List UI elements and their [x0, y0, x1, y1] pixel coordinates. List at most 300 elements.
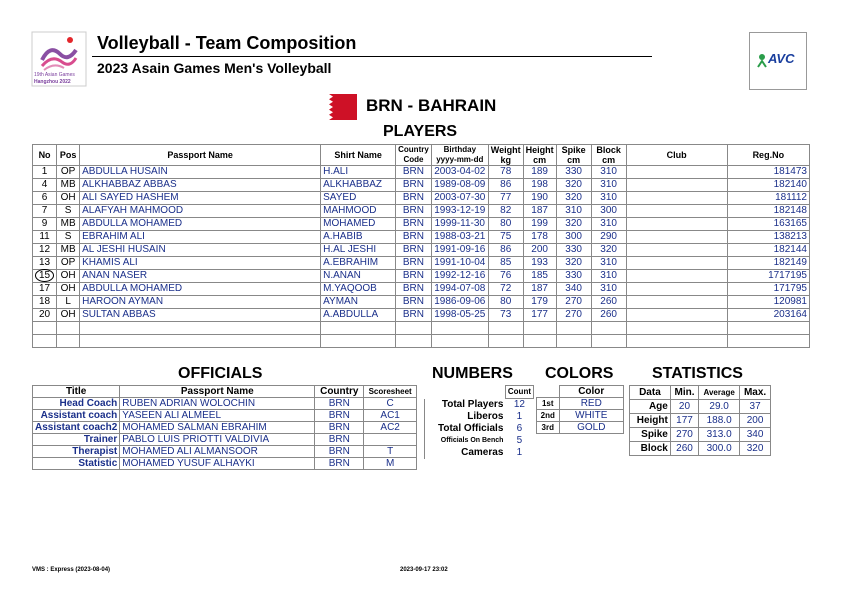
- player-reg: 163165: [727, 218, 809, 231]
- player-reg: 181112: [727, 192, 809, 205]
- colors-col-color: Color: [559, 386, 624, 398]
- col-height-l1: Height: [525, 145, 554, 155]
- officials-header-row: [33, 386, 417, 398]
- player-height: 200: [523, 244, 556, 257]
- player-pos: OP: [57, 166, 80, 179]
- player-row: [33, 257, 810, 270]
- empty-cell: [321, 322, 396, 335]
- player-block: 290: [591, 231, 626, 244]
- player-country: BRN: [396, 231, 432, 244]
- player-height: 189: [523, 166, 556, 179]
- official-country: BRN: [315, 422, 364, 434]
- footer-timestamp: 2023-09-17 23:02: [400, 567, 448, 573]
- player-club: [626, 270, 727, 283]
- official-name: PABLO LUIS PRIOTTI VALDIVIA: [120, 434, 315, 446]
- player-country: BRN: [396, 270, 432, 283]
- player-birthday: 1994-07-08: [431, 283, 488, 296]
- player-country: BRN: [396, 166, 432, 179]
- player-block: 260: [591, 296, 626, 309]
- stats-min: 260: [670, 442, 698, 456]
- empty-cell: [80, 322, 321, 335]
- player-block: 300: [591, 205, 626, 218]
- col-club: Club: [626, 145, 727, 166]
- empty-cell: [431, 322, 488, 335]
- stats-label: Spike: [630, 428, 671, 442]
- player-country: BRN: [396, 205, 432, 218]
- player-block: 310: [591, 218, 626, 231]
- off-col-country: Country: [315, 386, 364, 398]
- col-height-l2: cm: [533, 155, 547, 165]
- col-spike-l1: Spike: [561, 145, 586, 155]
- official-scoresheet: [364, 434, 417, 446]
- official-name: MOHAMED SALMAN EBRAHIM: [120, 422, 315, 434]
- col-spike-l2: cm: [567, 155, 581, 165]
- empty-player-row: [33, 322, 810, 335]
- stats-col-max: Max.: [740, 386, 771, 400]
- off-col-passport: Passport Name: [120, 386, 315, 398]
- colors-value: GOLD: [559, 422, 624, 434]
- empty-cell: [57, 335, 80, 348]
- official-title: Head Coach: [33, 398, 120, 410]
- numbers-body: [425, 399, 534, 460]
- col-no: No: [33, 145, 57, 166]
- player-country: BRN: [396, 257, 432, 270]
- official-title: Assistant coach2: [33, 422, 120, 434]
- colors-value: WHITE: [559, 410, 624, 422]
- player-country: BRN: [396, 192, 432, 205]
- colors-body: [537, 398, 624, 434]
- player-no-value: 12: [39, 244, 51, 255]
- official-name: YASEEN ALI ALMEEL: [120, 410, 315, 422]
- player-row: [33, 270, 810, 283]
- off-col-scoresheet: Scoresheet: [364, 386, 417, 398]
- numbers-count: 12: [513, 399, 525, 410]
- player-shirt: A.ABDULLA: [321, 309, 396, 322]
- player-weight: 76: [488, 270, 523, 283]
- empty-cell: [591, 322, 626, 335]
- numbers-label: Officials On Bench: [425, 435, 506, 447]
- player-no: [33, 192, 57, 205]
- empty-cell: [523, 335, 556, 348]
- player-row: [33, 244, 810, 257]
- numbers-row: [425, 411, 534, 423]
- bahrain-flag-icon: [319, 94, 357, 120]
- col-birthday: [431, 145, 488, 166]
- player-spike: 330: [556, 244, 591, 257]
- colors-table: [536, 385, 624, 434]
- player-block: 320: [591, 244, 626, 257]
- empty-cell: [57, 322, 80, 335]
- official-country: BRN: [315, 434, 364, 446]
- player-no-value: 20: [39, 309, 51, 320]
- player-block: 310: [591, 166, 626, 179]
- player-birthday: 2003-07-30: [431, 192, 488, 205]
- player-height: 193: [523, 257, 556, 270]
- player-country: BRN: [396, 296, 432, 309]
- official-title: Statistic: [33, 458, 120, 470]
- player-spike: 320: [556, 179, 591, 192]
- player-weight: 86: [488, 244, 523, 257]
- player-club: [626, 257, 727, 270]
- empty-cell: [556, 335, 591, 348]
- numbers-count: 1: [516, 447, 523, 458]
- col-country: [396, 145, 432, 166]
- player-height: 187: [523, 205, 556, 218]
- player-country: BRN: [396, 283, 432, 296]
- empty-cell: [488, 335, 523, 348]
- statistics-section-title: STATISTICS: [652, 365, 743, 382]
- players-table: [32, 144, 810, 348]
- player-reg: 182144: [727, 244, 809, 257]
- player-no-value: 9: [41, 218, 48, 229]
- numbers-count: 6: [516, 423, 523, 434]
- stats-body: [630, 400, 771, 456]
- player-name: ALKHABBAZ ABBAS: [80, 179, 321, 192]
- player-row: [33, 205, 810, 218]
- empty-player-row: [33, 335, 810, 348]
- player-country: BRN: [396, 179, 432, 192]
- empty-cell: [396, 335, 432, 348]
- official-scoresheet: C: [364, 398, 417, 410]
- player-spike: 330: [556, 270, 591, 283]
- player-block: 310: [591, 179, 626, 192]
- player-shirt: A.HABIB: [321, 231, 396, 244]
- stats-avg: 313.0: [699, 428, 740, 442]
- player-weight: 80: [488, 296, 523, 309]
- empty-cell: [431, 335, 488, 348]
- official-name: MOHAMED YUSUF ALHAYKI: [120, 458, 315, 470]
- player-spike: 270: [556, 296, 591, 309]
- player-birthday: 2003-04-02: [431, 166, 488, 179]
- officials-table: [32, 385, 417, 470]
- player-pos: OH: [57, 192, 80, 205]
- official-country: BRN: [315, 398, 364, 410]
- numbers-table: [424, 385, 534, 459]
- official-scoresheet: T: [364, 446, 417, 458]
- player-name: ANAN NASER: [80, 270, 321, 283]
- player-reg: 182140: [727, 179, 809, 192]
- player-no: [33, 244, 57, 257]
- player-reg: 1717195: [727, 270, 809, 283]
- official-row: [33, 410, 417, 422]
- player-shirt: A.EBRAHIM: [321, 257, 396, 270]
- player-height: 179: [523, 296, 556, 309]
- col-country-l2: Code: [403, 155, 424, 164]
- player-block: 260: [591, 309, 626, 322]
- numbers-label: Total Players: [425, 399, 506, 412]
- col-weight: [488, 145, 523, 166]
- player-row: [33, 218, 810, 231]
- official-row: [33, 398, 417, 410]
- stats-avg: 29.0: [699, 400, 740, 414]
- player-pos: OH: [57, 283, 80, 296]
- numbers-count: 1: [516, 411, 523, 422]
- footer-software: VMS : Express (2023-08-04): [32, 567, 111, 573]
- official-country: BRN: [315, 410, 364, 422]
- player-block: 310: [591, 257, 626, 270]
- colors-rank: 1st: [537, 398, 560, 410]
- colors-rank: 3rd: [537, 422, 560, 434]
- player-reg: 138213: [727, 231, 809, 244]
- player-spike: 320: [556, 218, 591, 231]
- player-no-value: 4: [41, 179, 48, 190]
- official-title: Therapist: [33, 446, 120, 458]
- logo-text-2: Hangzhou 2022: [34, 79, 71, 85]
- colors-section-title: COLORS: [545, 365, 614, 382]
- page-title: Volleyball - Team Composition: [97, 33, 357, 53]
- numbers-label: Total Officials: [425, 423, 506, 435]
- player-height: 198: [523, 179, 556, 192]
- player-block: 310: [591, 192, 626, 205]
- stats-label: Height: [630, 414, 671, 428]
- official-name: RUBEN ADRIAN WOLOCHIN: [120, 398, 315, 410]
- player-shirt: AYMAN: [321, 296, 396, 309]
- official-row: [33, 458, 417, 470]
- stats-min: 177: [670, 414, 698, 428]
- player-reg: 182149: [727, 257, 809, 270]
- colors-row: [537, 398, 624, 410]
- player-no-value: 13: [39, 257, 51, 268]
- stats-col-min: Min.: [670, 386, 698, 400]
- player-shirt: H.ALI: [321, 166, 396, 179]
- stats-row: [630, 414, 771, 428]
- stats-header-row: [630, 386, 771, 400]
- official-row: [33, 446, 417, 458]
- stats-col-data: Data: [630, 386, 671, 400]
- player-shirt: H.AL JESHI: [321, 244, 396, 257]
- player-spike: 270: [556, 309, 591, 322]
- player-birthday: 1991-09-16: [431, 244, 488, 257]
- numbers-row: [425, 423, 534, 435]
- player-no: [33, 283, 57, 296]
- empty-cell: [727, 322, 809, 335]
- player-no-value: 1: [41, 166, 48, 177]
- stats-row: [630, 428, 771, 442]
- stats-avg: 188.0: [699, 414, 740, 428]
- player-club: [626, 166, 727, 179]
- official-name: MOHAMED ALI ALMANSOOR: [120, 446, 315, 458]
- player-spike: 320: [556, 257, 591, 270]
- col-block-l2: cm: [602, 155, 616, 165]
- official-scoresheet: AC1: [364, 410, 417, 422]
- player-name: EBRAHIM ALI: [80, 231, 321, 244]
- avc-logo: [749, 32, 807, 90]
- col-birthday-l1: Birthday: [443, 145, 477, 154]
- empty-cell: [321, 335, 396, 348]
- colors-row: [537, 422, 624, 434]
- player-no-value: 18: [39, 296, 51, 307]
- player-weight: 75: [488, 231, 523, 244]
- player-birthday: 1989-08-09: [431, 179, 488, 192]
- empty-cell: [591, 335, 626, 348]
- stats-max: 320: [740, 442, 771, 456]
- empty-cell: [488, 322, 523, 335]
- player-reg: 182148: [727, 205, 809, 218]
- col-country-l1: Country: [398, 145, 429, 154]
- colors-header-blank: [537, 386, 560, 398]
- col-birthday-l2: yyyy-mm-dd: [436, 155, 484, 164]
- col-pos: Pos: [57, 145, 80, 166]
- player-no: [33, 205, 57, 218]
- player-birthday: 1992-12-16: [431, 270, 488, 283]
- empty-cell: [33, 335, 57, 348]
- col-weight-l1: Weight: [490, 145, 521, 155]
- player-birthday: 1991-10-04: [431, 257, 488, 270]
- stats-min: 270: [670, 428, 698, 442]
- team-name: BRN - BAHRAIN: [366, 96, 497, 115]
- stats-row: [630, 400, 771, 414]
- numbers-label: Cameras: [425, 447, 506, 459]
- player-name: KHAMIS ALI: [80, 257, 321, 270]
- player-club: [626, 179, 727, 192]
- player-birthday: 1993-12-19: [431, 205, 488, 218]
- col-height: [523, 145, 556, 166]
- player-birthday: 1986-09-06: [431, 296, 488, 309]
- player-club: [626, 205, 727, 218]
- player-pos: MB: [57, 218, 80, 231]
- player-no: [33, 166, 57, 179]
- stats-label: Age: [630, 400, 671, 414]
- player-shirt: ALKHABBAZ: [321, 179, 396, 192]
- col-weight-l2: kg: [500, 155, 511, 165]
- player-birthday: 1988-03-21: [431, 231, 488, 244]
- player-name: AL JESHI HUSAIN: [80, 244, 321, 257]
- player-shirt: N.ANAN: [321, 270, 396, 283]
- avc-logo-text: AVC: [768, 51, 795, 66]
- player-club: [626, 192, 727, 205]
- stats-max: 37: [740, 400, 771, 414]
- off-col-title: Title: [33, 386, 120, 398]
- player-spike: 330: [556, 166, 591, 179]
- player-row: [33, 309, 810, 322]
- player-height: 190: [523, 192, 556, 205]
- players-section-title: PLAYERS: [383, 123, 458, 140]
- colors-rank: 2nd: [537, 410, 560, 422]
- player-club: [626, 244, 727, 257]
- player-weight: 72: [488, 283, 523, 296]
- col-shirt: Shirt Name: [321, 145, 396, 166]
- player-country: BRN: [396, 309, 432, 322]
- stats-max: 200: [740, 414, 771, 428]
- player-row: [33, 296, 810, 309]
- stats-min: 20: [670, 400, 698, 414]
- official-row: [33, 434, 417, 446]
- player-height: 177: [523, 309, 556, 322]
- player-pos: MB: [57, 244, 80, 257]
- numbers-row: [425, 435, 534, 447]
- official-title: Assistant coach: [33, 410, 120, 422]
- player-weight: 80: [488, 218, 523, 231]
- numbers-section-title: NUMBERS: [432, 365, 513, 382]
- player-height: 178: [523, 231, 556, 244]
- empty-cell: [33, 322, 57, 335]
- empty-cell: [556, 322, 591, 335]
- player-spike: 310: [556, 205, 591, 218]
- player-reg: 181473: [727, 166, 809, 179]
- player-no-value: 7: [41, 205, 48, 216]
- player-weight: 85: [488, 257, 523, 270]
- empty-cell: [727, 335, 809, 348]
- player-weight: 78: [488, 166, 523, 179]
- stats-row: [630, 442, 771, 456]
- player-weight: 86: [488, 179, 523, 192]
- empty-cell: [396, 322, 432, 335]
- player-name: ABDULLA HUSAIN: [80, 166, 321, 179]
- empty-cell: [80, 335, 321, 348]
- player-club: [626, 296, 727, 309]
- page-subtitle: 2023 Asain Games Men's Volleyball: [97, 60, 332, 76]
- player-pos: S: [57, 205, 80, 218]
- player-no: [33, 231, 57, 244]
- player-no: [33, 296, 57, 309]
- player-club: [626, 218, 727, 231]
- official-scoresheet: M: [364, 458, 417, 470]
- numbers-header-blank: [425, 386, 506, 399]
- logo-text-1: 19th Asian Games: [34, 72, 75, 78]
- player-row: [33, 231, 810, 244]
- player-birthday: 1998-05-25: [431, 309, 488, 322]
- player-height: 187: [523, 283, 556, 296]
- officials-body: [33, 398, 417, 470]
- player-name: ALAFYAH MAHMOOD: [80, 205, 321, 218]
- player-block: 310: [591, 283, 626, 296]
- colors-value: RED: [559, 398, 624, 410]
- empty-cell: [626, 335, 727, 348]
- player-shirt: MAHMOOD: [321, 205, 396, 218]
- player-no: [33, 257, 57, 270]
- player-name: SULTAN ABBAS: [80, 309, 321, 322]
- player-country: BRN: [396, 218, 432, 231]
- numbers-header-row: [425, 386, 534, 399]
- numbers-col-count: Count: [505, 386, 533, 399]
- player-no: [33, 179, 57, 192]
- player-no-value: 15: [35, 269, 54, 282]
- player-name: HAROON AYMAN: [80, 296, 321, 309]
- empty-cell: [523, 322, 556, 335]
- player-pos: L: [57, 296, 80, 309]
- stats-label: Block: [630, 442, 671, 456]
- col-block-l1: Block: [596, 145, 621, 155]
- official-title: Trainer: [33, 434, 120, 446]
- stats-max: 340: [740, 428, 771, 442]
- player-row: [33, 283, 810, 296]
- player-no: [33, 270, 57, 283]
- player-weight: 73: [488, 309, 523, 322]
- player-birthday: 1999-11-30: [431, 218, 488, 231]
- player-height: 185: [523, 270, 556, 283]
- player-pos: OP: [57, 257, 80, 270]
- statistics-table: [629, 385, 771, 456]
- players-body: [33, 166, 810, 348]
- player-weight: 77: [488, 192, 523, 205]
- player-shirt: SAYED: [321, 192, 396, 205]
- player-country: BRN: [396, 244, 432, 257]
- player-pos: MB: [57, 179, 80, 192]
- colors-row: [537, 410, 624, 422]
- player-height: 199: [523, 218, 556, 231]
- numbers-row: [425, 447, 534, 459]
- player-name: ALI SAYED HASHEM: [80, 192, 321, 205]
- header-divider: [92, 56, 652, 57]
- player-pos: S: [57, 231, 80, 244]
- player-row: [33, 166, 810, 179]
- official-scoresheet: AC2: [364, 422, 417, 434]
- player-row: [33, 179, 810, 192]
- player-spike: 300: [556, 231, 591, 244]
- player-pos: OH: [57, 270, 80, 283]
- player-reg: 120981: [727, 296, 809, 309]
- numbers-count: 5: [516, 435, 523, 446]
